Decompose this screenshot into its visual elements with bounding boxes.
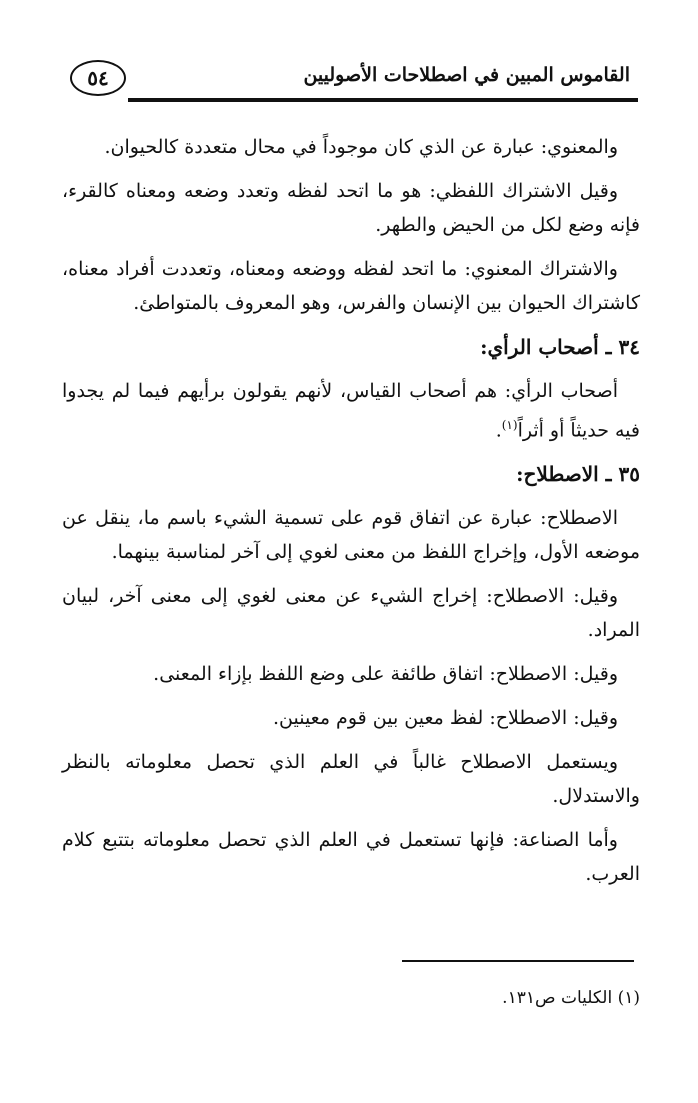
page-number: ٥٤ [70,60,126,96]
paragraph: الاصطلاح: عبارة عن اتفاق قوم على تسمية الشيء باسم ما، ينقل عن موضعه الأول، وإخراج اللفظ من معنى لغوي إلى آخر لمناسبة بينهما. [62,507,640,564]
paragraph [62,374,640,447]
paragraph: وقيل الاشتراك اللفظي: هو ما اتحد لفظه وتعدد وضعه ومعناه كالقرء، فإنه وضع لكل من الحيض والطهر. [62,180,640,236]
paragraph: ويستعمل الاصطلاح غالباً في العلم الذي تحصل معلوماته بالنظر والاستدلال. [62,751,640,808]
paragraph-text: أصحاب الرأي: هم أصحاب القياس، لأنهم يقولون برأيهم فيما لم يجدوا فيه حديثاً أو أثراً [62,380,640,442]
paragraph: وقيل: الاصطلاح: لفظ معين بين قوم معينين. [272,707,618,730]
footnote: (١) الكليات ص١٣١. [502,988,640,1008]
body-text [62,130,640,901]
paragraph: وقيل: الاصطلاح: اتفاق طائفة على وضع اللفظ بإزاء المعنى. [153,663,618,686]
header-rule [128,98,638,102]
paragraph: وأما الصناعة: فإنها تستعمل في العلم الذي تحصل معلوماته بتتبع كلام العرب. [62,829,640,886]
paragraph: والمعنوي: عبارة عن الذي كان موجوداً في محال متعددة كالحيوان. [104,136,618,158]
paragraph-end: . [495,419,502,442]
footnote-rule [402,960,634,962]
page-header [60,58,638,108]
footnote-marker: (١) [501,418,518,432]
section-heading: ٣٥ ـ الاصطلاح: [516,462,640,487]
running-title: القاموس المبين في اصطلاحات الأصوليين [303,64,630,86]
section-heading: ٣٤ ـ أصحاب الرأي: [480,335,640,359]
paragraph: والاشتراك المعنوي: ما اتحد لفظه ووضعه ومعناه، وتعددت أفراد معناه، كاشتراك الحيوان بين الإنسان والفرس، وهو المعروف بالمتواطئ. [62,258,640,314]
paragraph: وقيل: الاصطلاح: إخراج الشيء عن معنى لغوي إلى معنى آخر، لبيان المراد. [62,585,640,642]
